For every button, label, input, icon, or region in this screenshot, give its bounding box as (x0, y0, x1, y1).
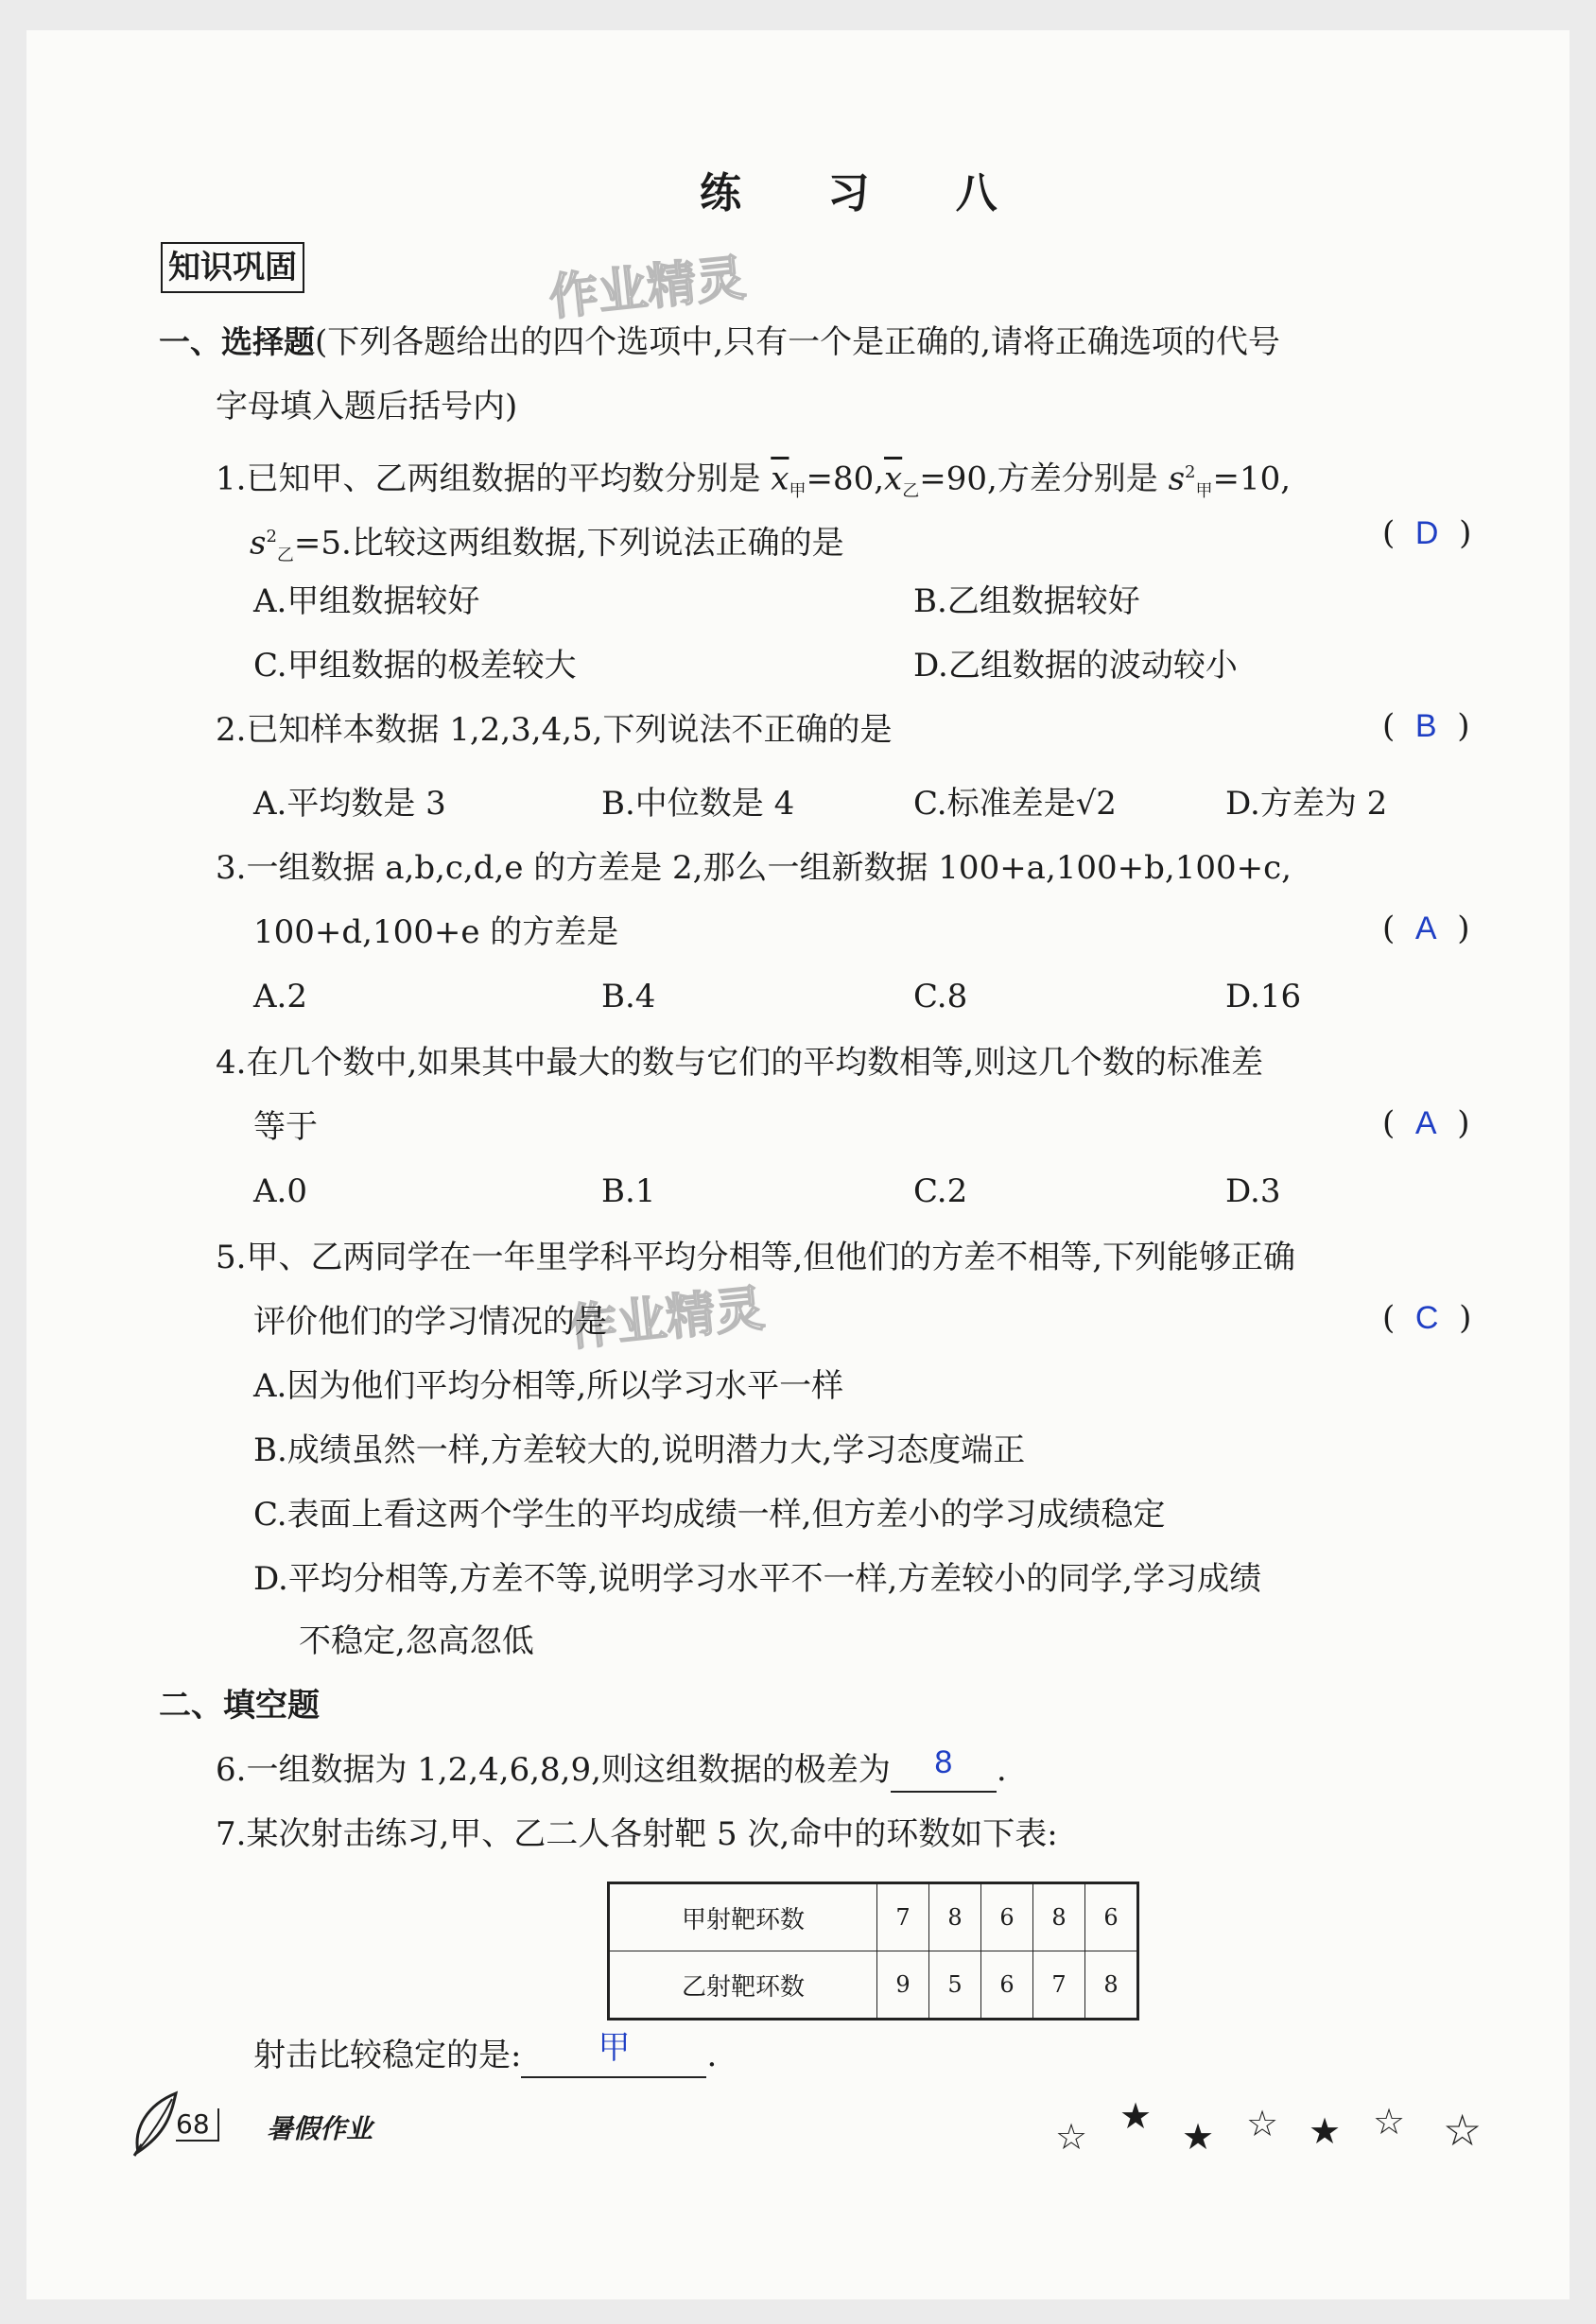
q5-option-d: D.平均分相等,方差不等,说明学习水平不一样,方差较小的同学,学习成绩 (253, 1560, 1262, 1598)
table-row-label: 甲射靶环数 (609, 1883, 877, 1951)
q1-mean-symbol-yi: $\overline{x}$ (884, 460, 903, 498)
q5-stem-line2: 评价他们的学习情况的是 (253, 1303, 607, 1341)
q6-line (216, 1744, 1007, 1793)
star-filled-icon: ★ (1182, 2116, 1215, 2158)
q1-option-b: B.乙组数据较好 (913, 582, 1140, 620)
section-label: 知识巩固 (161, 242, 304, 293)
footer-book-title: 暑假作业 (267, 2113, 373, 2144)
q3-option-a: A.2 (253, 978, 307, 1015)
q2-stem: 2.已知样本数据 1,2,3,4,5,下列说法不正确的是 (216, 711, 893, 749)
q1-stem-line2: $s^2_乙=5$.比较这两组数据,下列说法正确的是 (250, 524, 844, 566)
footer-page-number: 68 (176, 2108, 219, 2142)
q1-var-sub-jia: 甲 (1195, 481, 1213, 502)
q1-sub-yi: 乙 (902, 481, 920, 502)
q5-option-c: C.表面上看这两个学生的平均成绩一样,但方差小的学习成绩稳定 (253, 1496, 1166, 1534)
q5-option-d-cont: 不稳定,忽高忽低 (299, 1622, 534, 1660)
q1-variance-symbol: s (1168, 460, 1186, 498)
table-row-label: 乙射靶环数 (609, 1951, 877, 2020)
table-cell: 8 (1033, 1883, 1085, 1951)
q7-stem: 7.某次射击练习,甲、乙二人各射靶 5 次,命中的环数如下表: (216, 1815, 1058, 1853)
q4-option-b: B.1 (601, 1172, 656, 1210)
q4-option-a: A.0 (253, 1172, 307, 1210)
q4-answer: A (1414, 1105, 1437, 1141)
q7-result-line (253, 2030, 718, 2078)
q2-option-c: C.标准差是√2 (913, 785, 1117, 823)
table-cell: 6 (1085, 1883, 1138, 1951)
q1-answer: D (1414, 515, 1439, 551)
q5-option-a: A.因为他们平均分相等,所以学习水平一样 (253, 1367, 844, 1405)
q3-stem-line1: 3.一组数据 a,b,c,d,e 的方差是 2,那么一组新数据 100+a,100+b,100+c, (216, 849, 1292, 887)
q1-mean-jia-value: =80, (806, 460, 885, 498)
part1-heading-line (159, 320, 1280, 365)
q4-answer-bracket: ( A ) (1382, 1104, 1470, 1142)
q5-stem-line1: 5.甲、乙两同学在一年里学科平均分相等,但他们的方差不相等,下列能够正确 (216, 1239, 1296, 1276)
q3-option-d: D.16 (1225, 978, 1302, 1015)
table-row (609, 1951, 1138, 2020)
q6-answer: 8 (934, 1744, 953, 1780)
q3-option-b: B.4 (601, 978, 656, 1015)
q3-option-c: C.8 (913, 978, 968, 1015)
q7-score-table (607, 1882, 1139, 2020)
q2-option-d: D.方差为 2 (1225, 785, 1388, 823)
q5-option-b: B.成绩虽然一样,方差较大的,说明潜力大,学习态度端正 (253, 1431, 1026, 1469)
q5-answer-bracket: ( C ) (1382, 1299, 1472, 1337)
q7-answer-blank[interactable] (521, 2030, 706, 2078)
q2-option-a: A.平均数是 3 (253, 785, 446, 823)
q6-answer-blank[interactable] (891, 1744, 997, 1793)
q1-stem-line1: 1.已知甲、乙两组数据的平均数分别是 $\overline{x}_甲=80,\overline{x}_乙=90$,方差分别是 $s^2_甲=10$, (216, 460, 1292, 502)
star-outline-icon: ☆ (1246, 2103, 1279, 2144)
table-cell: 6 (981, 1951, 1033, 2020)
q1-variance-symbol-2: s (250, 524, 267, 563)
q7-answer: 甲 (598, 2030, 631, 2066)
q6-period: . (996, 1751, 1007, 1789)
q5-answer: C (1414, 1300, 1439, 1336)
part1-instruction: (下列各题给出的四个选项中,只有一个是正确的,请将正确选项的代号 (315, 323, 1280, 361)
q1-var-sub-yi: 乙 (276, 546, 294, 566)
table-cell: 7 (877, 1883, 929, 1951)
table-cell: 9 (877, 1951, 929, 2020)
star-outline-icon: ☆ (1055, 2116, 1088, 2158)
table-cell: 6 (981, 1883, 1033, 1951)
q3-stem-line2: 100+d,100+e 的方差是 (253, 913, 619, 951)
star-outline-icon: ☆ (1443, 2105, 1483, 2156)
q3-answer-bracket: ( A ) (1382, 910, 1470, 947)
q2-option-b: B.中位数是 4 (601, 785, 795, 823)
part1-heading: 一、选择题 (159, 323, 315, 360)
q6-stem: 6.一组数据为 1,2,4,6,8,9,则这组数据的极差为 (216, 1751, 891, 1789)
q4-stem-line1: 4.在几个数中,如果其中最大的数与它们的平均数相等,则这几个数的标准差 (216, 1044, 1264, 1082)
star-filled-icon: ★ (1119, 2095, 1153, 2137)
q2-answer-bracket: ( B ) (1382, 707, 1470, 745)
q1-sub-jia: 甲 (789, 481, 807, 502)
part2-heading: 二、填空题 (159, 1687, 320, 1725)
table-cell: 5 (929, 1951, 981, 2020)
q2-answer: B (1414, 708, 1437, 744)
table-row (609, 1883, 1138, 1951)
q1-mean-yi-value: =90,方差分别是 (919, 460, 1158, 498)
watermark-top: 作业精灵 (546, 250, 749, 327)
star-outline-icon: ☆ (1373, 2101, 1406, 2142)
watermark-middle: 作业精灵 (565, 1280, 768, 1358)
q4-option-d: D.3 (1225, 1172, 1281, 1210)
q1-stem-text: 1.已知甲、乙两组数据的平均数分别是 (216, 460, 761, 498)
q1-option-d: D.乙组数据的波动较小 (913, 647, 1238, 685)
q4-option-c: C.2 (913, 1172, 968, 1210)
table-cell: 7 (1033, 1951, 1085, 2020)
q1-answer-bracket: ( D ) (1382, 514, 1472, 552)
q7-result-text: 射击比较稳定的是: (253, 2037, 522, 2074)
q3-answer: A (1414, 911, 1437, 946)
page-title: 练 习 八 (700, 169, 1033, 217)
q4-stem-line2: 等于 (253, 1108, 318, 1146)
q1-option-a: A.甲组数据较好 (253, 582, 480, 620)
q7-table-wrapper (607, 1882, 1139, 2020)
part1-instruction-cont: 字母填入题后括号内) (216, 388, 518, 425)
q1-mean-symbol: $\overline{x}$ (771, 460, 789, 498)
q1-variance-jia: =10, (1212, 460, 1292, 498)
table-cell: 8 (929, 1883, 981, 1951)
q1-option-c: C.甲组数据的极差较大 (253, 647, 577, 685)
q1-stem-text-2: =5.比较这两组数据,下列说法正确的是 (293, 524, 844, 563)
star-filled-icon: ★ (1309, 2110, 1342, 2152)
table-cell: 8 (1085, 1951, 1138, 2020)
q7-period: . (706, 2037, 718, 2074)
